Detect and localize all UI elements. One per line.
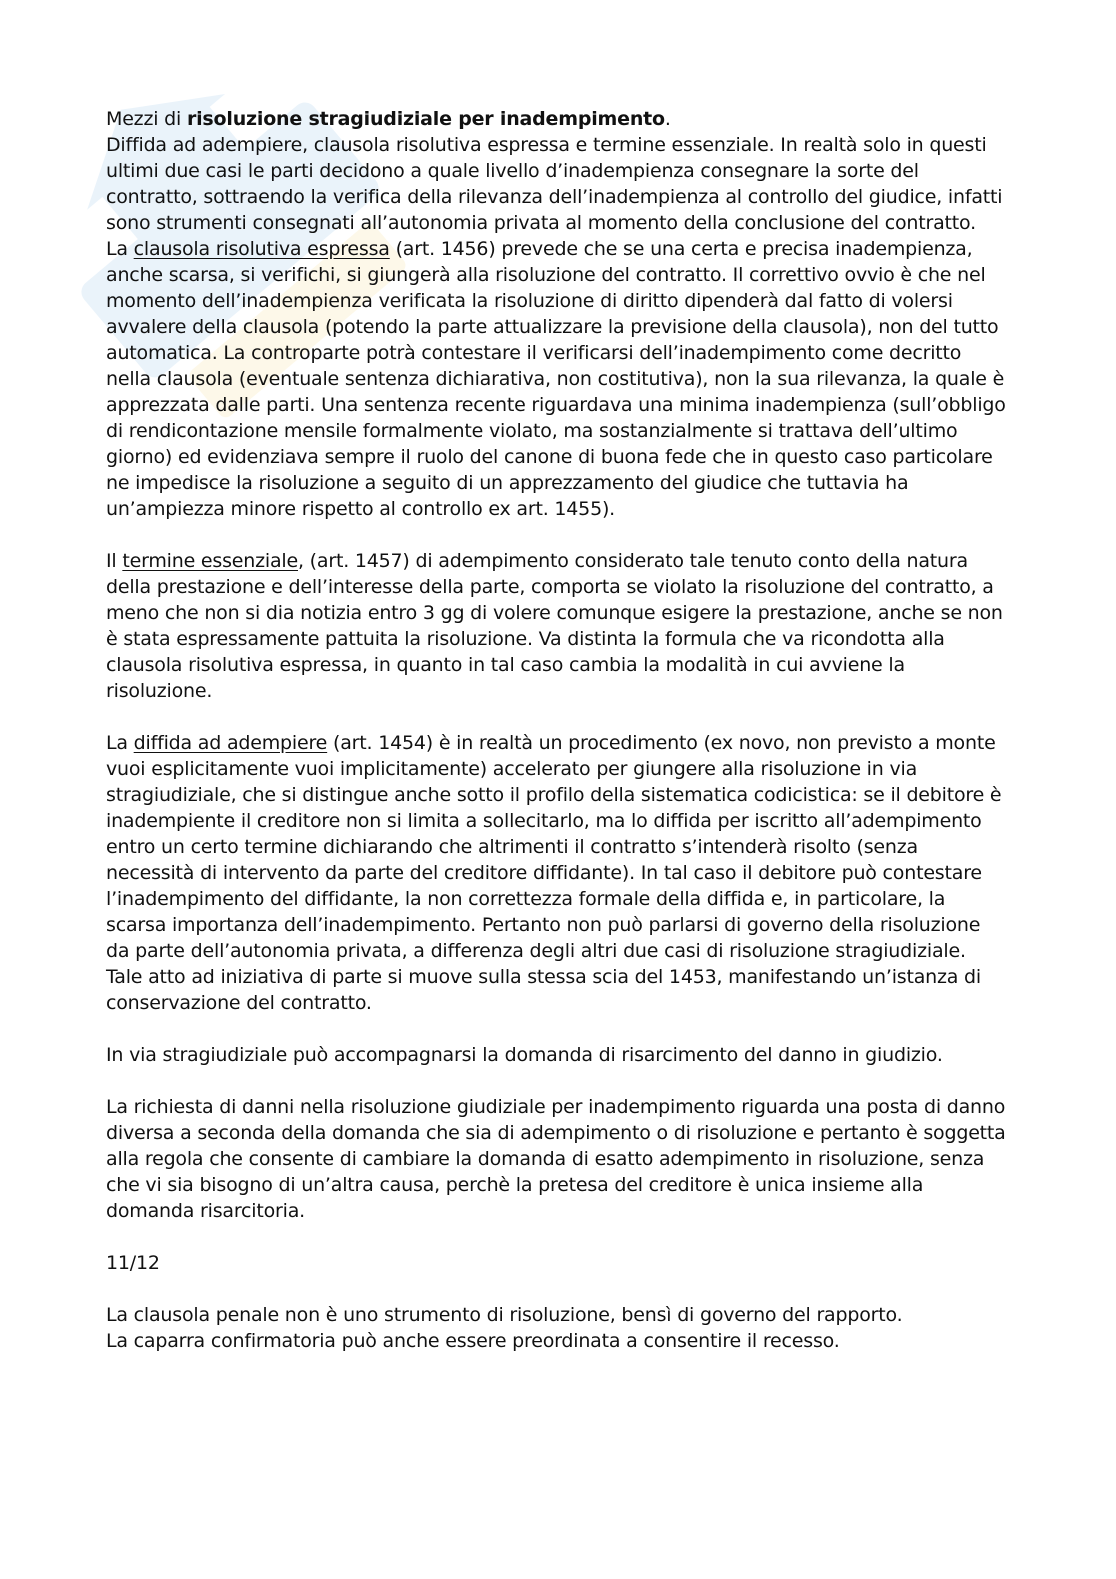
term-diffida-ad-adempiere: diffida ad adempiere bbox=[133, 732, 328, 754]
date-marker: 11/12 bbox=[106, 1252, 160, 1274]
term-termine-essenziale: termine essenziale bbox=[122, 550, 298, 572]
paragraph-risarcimento: In via stragiudiziale può accompagnarsi la domanda di risarcimento del danno in giudizio. bbox=[106, 1044, 943, 1066]
term-clausola-risolutiva-espressa: clausola risolutiva espressa bbox=[133, 238, 390, 260]
paragraph-intro: Diffida ad adempiere, clausola risolutiva espressa e termine essenziale. In realtà solo in questi ultimi due casi le parti decidono a quale livello d’inadempienza consegnare la sorte del contratto, sottraendo la verifica della rilevanza dell’inadempienza al controllo del giudice, infatti sono strumenti consegnati all’autonomia privata al momento della conclusione del contratto. bbox=[106, 134, 1003, 234]
document-page bbox=[106, 106, 1006, 1354]
paragraph-clausola-penale: La clausola penale non è uno strumento di risoluzione, bensì di governo del rapporto. bbox=[106, 1304, 903, 1326]
paragraph-clausola-risolutiva: La clausola risolutiva espressa (art. 1456) prevede che se una certa e precisa inadempienza, anche scarsa, si verifichi, si giungerà alla risoluzione del contratto. Il correttivo ovvio è che nel momento dell’inadempienza verificata la risoluzione di diritto dipenderà dal fatto di volersi avvalere della clausola (potendo la parte attualizzare la previsione della clausola), non del tutto automatica. La controparte potrà contestare il verificarsi dell’inadempimento come decritto nella clausola (eventuale sentenza dichiarativa, non costitutiva), non la sua rilevanza, la quale è apprezzata dalle parti. Una sentenza recente riguardava una minima inadempienza (sull’obbligo di rendicontazione mensile formalmente violato, ma sostanzialmente si trattava dell’ultimo giorno) ed evidenziava sempre il ruolo del canone di buona fede che in questo caso particolare ne impedisce la risoluzione a seguito di un apprezzamento del giudice che tuttavia ha un’ampiezza minore rispetto al controllo ex art. 1455). bbox=[106, 238, 1006, 520]
heading-bold-title: risoluzione stragiudiziale per inadempimento bbox=[186, 108, 665, 130]
paragraph-richiesta-danni: La richiesta di danni nella risoluzione giudiziale per inadempimento riguarda una posta di danno diversa a seconda della domanda che sia di adempimento o di risoluzione e pertanto è soggetta alla regola che consente di cambiare la domanda di esatto adempimento in risoluzione, senza che vi sia bisogno di un’altra causa, perchè la pretesa del creditore è unica insieme alla domanda risarcitoria. bbox=[106, 1096, 1006, 1222]
document-heading: Mezzi di risoluzione stragiudiziale per inadempimento. bbox=[106, 108, 671, 130]
paragraph-termine-essenziale: Il termine essenziale, (art. 1457) di adempimento considerato tale tenuto conto della natura della prestazione e dell’interesse della parte, comporta se violato la risoluzione del contratto, a meno che non si dia notizia entro 3 gg di volere comunque esigere la prestazione, anche se non è stata espressamente pattuita la risoluzione. Va distinta la formula che va ricondotta alla clausola risolutiva espressa, in quanto in tal caso cambia la modalità in cui avviene la risoluzione. bbox=[106, 550, 1003, 702]
paragraph-caparra: La caparra confirmatoria può anche essere preordinata a consentire il recesso. bbox=[106, 1330, 840, 1352]
paragraph-diffida: La diffida ad adempiere (art. 1454) è in realtà un procedimento (ex novo, non previsto a monte vuoi esplicitamente vuoi implicitamente) accelerato per giungere alla risoluzione in via stragiudiziale, che si distingue anche sotto il profilo della sistematica codicistica: se il debitore è inadempiente il creditore non si limita a sollecitarlo, ma lo diffida per iscritto all’adempimento entro un certo termine dichiarando che altrimenti il contratto s’intenderà risolto (senza necessità di intervento da parte del creditore diffidante). In tal caso il debitore può contestare l’inadempimento del diffidante, la non correttezza formale della diffida e, in particolare, la scarsa importanza dell’inadempimento. Pertanto non può parlarsi di governo della risoluzione da parte dell’autonomia privata, a differenza degli altri due casi di risoluzione stragiudiziale. Tale atto ad iniziativa di parte si muove sulla stessa scia del 1453, manifestando un’istanza di conservazione del contratto. bbox=[106, 732, 1002, 1014]
